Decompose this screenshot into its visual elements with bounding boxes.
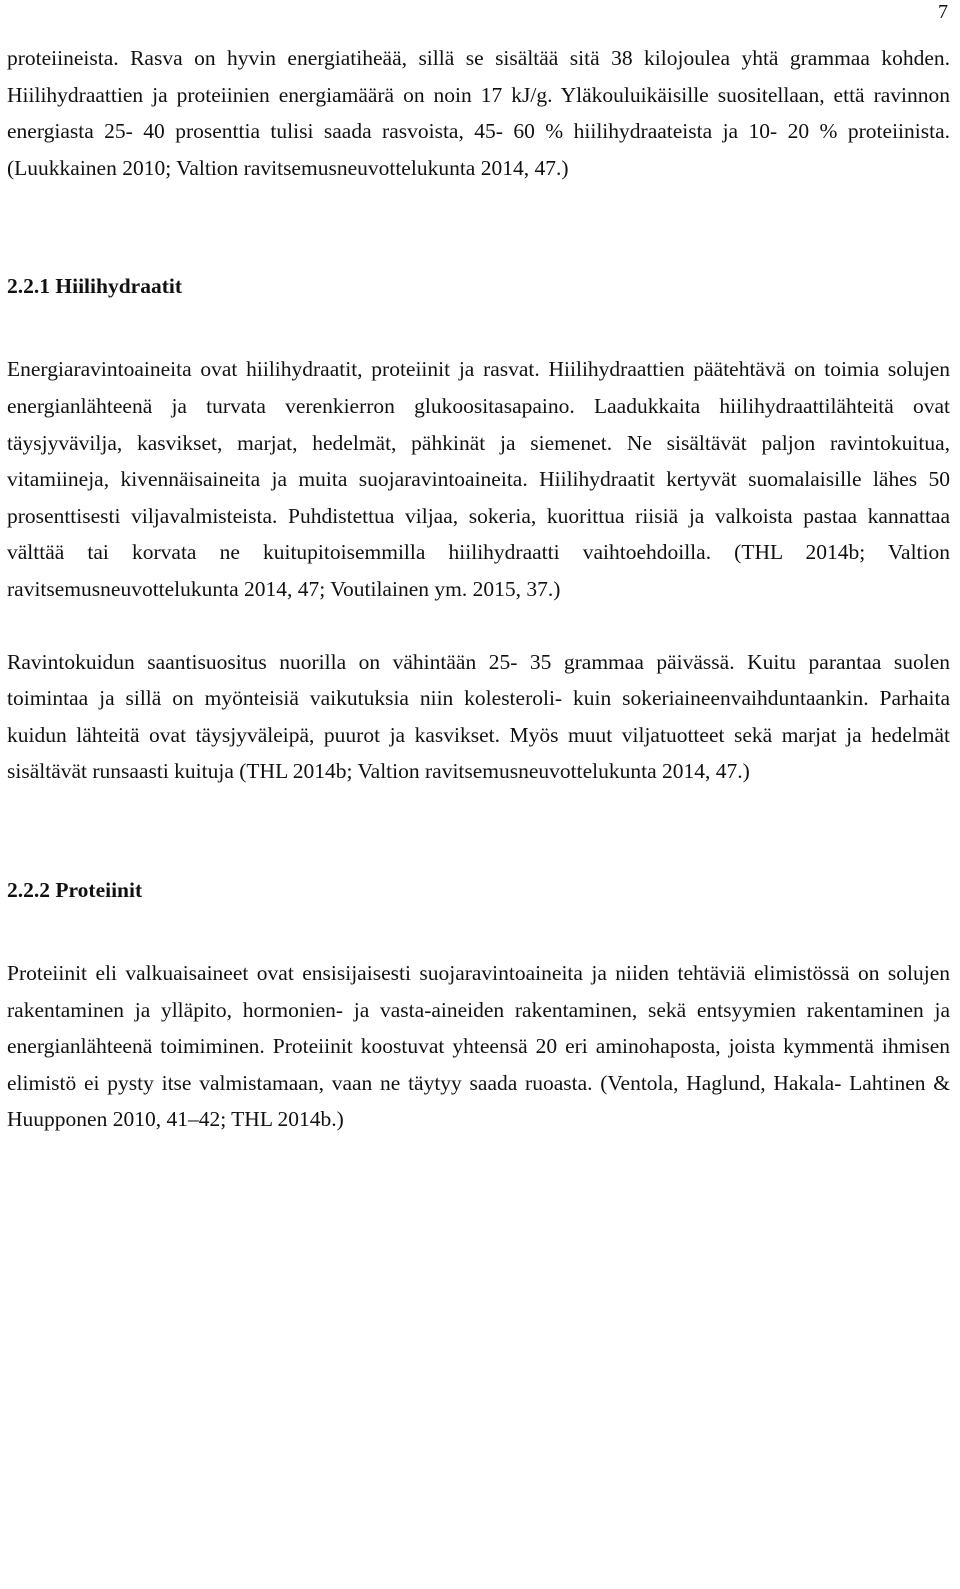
spacer: [7, 304, 950, 351]
spacer: [7, 790, 950, 872]
spacer: [7, 186, 950, 268]
page-number: 7: [938, 1, 948, 23]
spacer: [7, 908, 950, 955]
document-body: [7, 40, 950, 1138]
paragraph-carbohydrates-2: Ravintokuidun saantisuositus nuorilla on vähintään 25- 35 grammaa päivässä. Kuitu parantaa suolen toimintaa ja sillä on myönteisiä vaikutuksia niin kolesteroli- kuin sokeriaineenvaihduntaankin. Parhaita kuidun lähteitä ovat täysjyväleipä, puurot ja kasvikset. Myös muut viljatuotteet sekä marjat ja hedelmät sisältävät runsaasti kuituja (THL 2014b; Valtion ravitsemusneuvottelukunta 2014, 47.): [7, 649, 950, 784]
paragraph-intro: proteiineista. Rasva on hyvin energiatiheää, sillä se sisältää sitä 38 kilojoulea yhtä grammaa kohden. Hiilihydraattien ja proteiinien energiamäärä on noin 17 kJ/g. Yläkouluikäisille suositellaan, että ravinnon energiasta 25- 40 prosenttia tulisi saada rasvoista, 45- 60 % hiilihydraateista ja 10- 20 % proteiinista. (Luukkainen 2010; Valtion ravitsemusneuvottelukunta 2014, 47.): [7, 46, 950, 180]
heading-proteins: 2.2.2 Proteiinit: [7, 877, 143, 902]
heading-carbohydrates: 2.2.1 Hiilihydraatit: [7, 274, 182, 299]
paragraph-proteins-1: Proteiinit eli valkuaisaineet ovat ensisijaisesti suojaravintoaineita ja niiden tehtäviä elimistössä on solujen rakentaminen ja ylläpito, hormonien- ja vasta-aineiden rakentaminen, sekä entsyymien rakentaminen ja energianlähteenä toimiminen. Proteiinit koostuvat yhteensä 20 eri aminohaposta, joista kymmentä ihmisen elimistö ei pysty itse valmistamaan, vaan ne täytyy saada ruoasta. (Ventola, Haglund, Hakala- Lahtinen & Huupponen 2010, 41–42; THL 2014b.): [7, 960, 950, 1132]
paragraph-carbohydrates-1: Energiaravintoaineita ovat hiilihydraatit, proteiinit ja rasvat. Hiilihydraattien päätehtävä on toimia solujen energianlähteenä ja turvata verenkierron glukoositasapaino. Laadukkaita hiilihydraattilähteitä ovat täysjyvävilja, kasvikset, marjat, hedelmät, pähkinät ja siemenet. Ne sisältävät paljon ravintokuitua, vitamiineja, kivennäisaineita ja muita suojaravintoaineita. Hiilihydraatit kertyvät suomalaisille lähes 50 prosenttisesti viljavalmisteista. Puhdistettua viljaa, sokeria, kuorittua riisiä ja valkoista pastaa kannattaa välttää tai korvata ne kuitupitoisemmilla hiilihydraatti vaihtoehdoilla. (THL 2014b; Valtion ravitsemusneuvottelukunta 2014, 47; Voutilainen ym. 2015, 37.): [7, 357, 950, 601]
spacer: [7, 608, 950, 644]
